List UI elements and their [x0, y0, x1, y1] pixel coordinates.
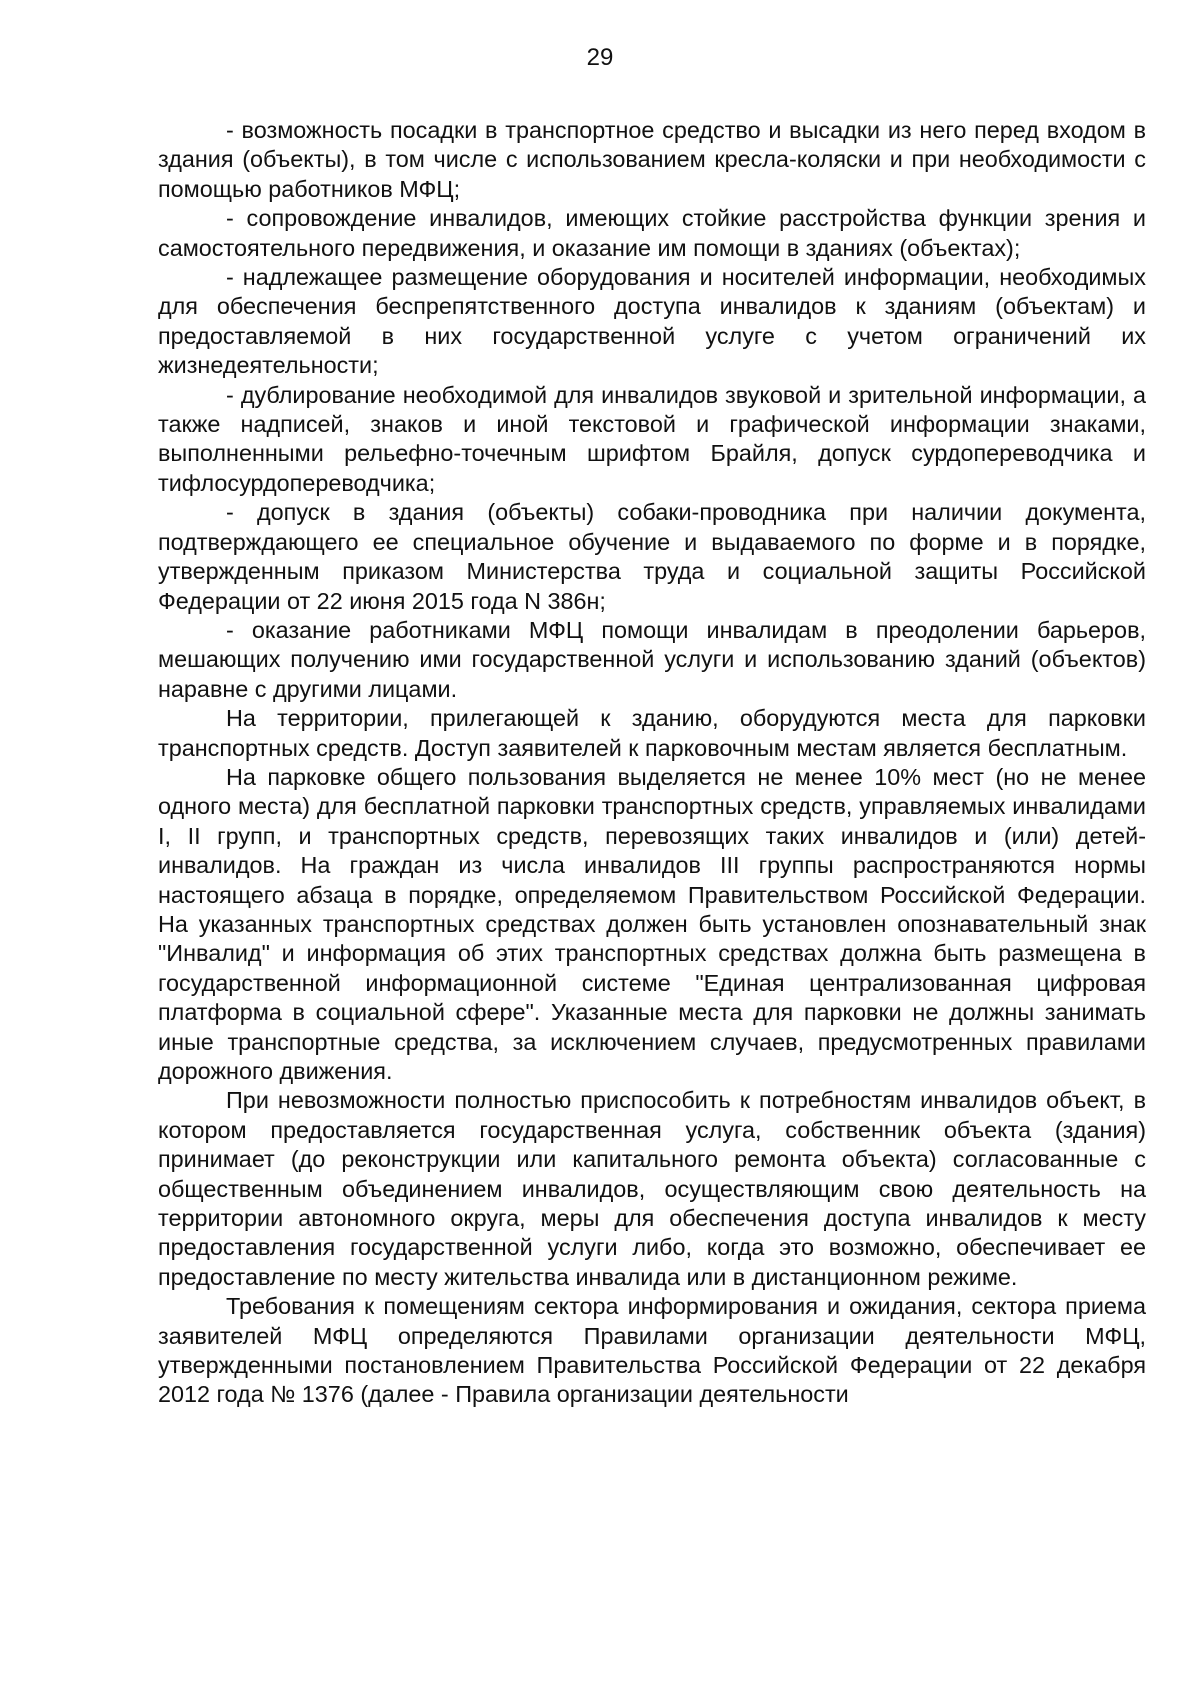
paragraph: - возможность посадки в транспортное средство и высадки из него перед входом в здания (объекты), в том числе с использованием кресла-коляски и при необходимости с помощью работников МФЦ; — [158, 117, 1146, 202]
document-body — [158, 116, 1146, 1410]
paragraph: - оказание работниками МФЦ помощи инвалидам в преодолении барьеров, мешающих получению ими государственной услуги и использованию зданий (объектов) наравне с другими лицами. — [158, 616, 1146, 702]
paragraph: При невозможности полностью приспособить к потребностям инвалидов объект, в котором предоставляется государственная услуга, собственник объекта (здания) принимает (до реконструкции или капитального ремонта объекта) согласованные с общественным объединением инвалидов, осуществляющим свою деятельность на территории автономного округа, меры для обеспечения доступа инвалидов к месту предоставления государственной услуги либо, когда это возможно, обеспечивает ее предоставление по месту жительства инвалида или в дистанционном режиме. — [158, 1087, 1146, 1290]
paragraph: - сопровождение инвалидов, имеющих стойкие расстройства функции зрения и самостоятельного передвижения, и оказание им помощи в зданиях (объектах); — [158, 205, 1146, 261]
paragraph: - дублирование необходимой для инвалидов звуковой и зрительной информации, а также надписей, знаков и иной текстовой и графической информации знаками, выполненными рельефно-точечным шрифтом Брайля, допуск сурдопереводчика и тифлосурдопереводчика; — [158, 381, 1146, 496]
paragraph: - надлежащее размещение оборудования и носителей информации, необходимых для обеспечения беспрепятственного доступа инвалидов к зданиям (объектам) и предоставляемой в них государственной услуге с учетом ограничений их жизнедеятельности; — [158, 264, 1146, 379]
paragraph: На территории, прилегающей к зданию, оборудуются места для парковки транспортных средств. Доступ заявителей к парковочным местам является бесплатным. — [158, 705, 1146, 761]
paragraph: Требования к помещениям сектора информирования и ожидания, сектора приема заявителей МФЦ определяются Правилами организации деятельности МФЦ, утвержденными постановлением Правительства Российской Федерации от 22 декабря 2012 года № 1376 (далее - Правила организации деятельности — [158, 1293, 1146, 1408]
paragraph: - допуск в здания (объекты) собаки-проводника при наличии документа, подтверждающего ее специальное обучение и выдаваемого по форме и в порядке, утвержденным приказом Министерства труда и социальной защиты Российской Федерации от 22 июня 2015 года N 386н; — [158, 499, 1146, 614]
paragraph: На парковке общего пользования выделяется не менее 10% мест (но не менее одного места) для бесплатной парковки транспортных средств, управляемых инвалидами I, II групп, и транспортных средств, перевозящих таких инвалидов и (или) детей-инвалидов. На граждан из числа инвалидов III группы распространяются нормы настоящего абзаца в порядке, определяемом Правительством Российской Федерации. На указанных транспортных средствах должен быть установлен опознавательный знак "Инвалид" и информация об этих транспортных средствах должна быть размещена в государственной информационной системе "Единая централизованная цифровая платформа в социальной сфере". Указанные места для парковки не должны занимать иные транспортные средства, за исключением случаев, предусмотренных правилами дорожного движения. — [158, 763, 1146, 1084]
page-number: 29 — [586, 44, 614, 71]
